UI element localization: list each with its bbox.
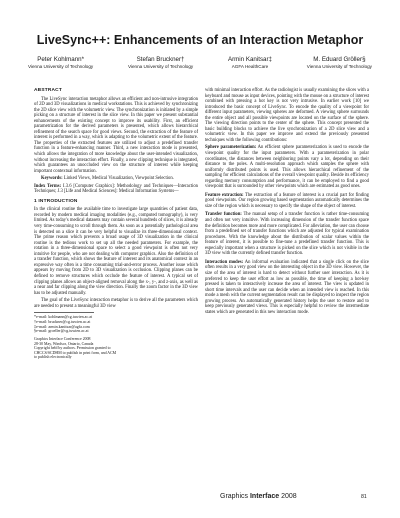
intro-paragraph-2: The goal of the LiveSync interaction metaphor is to derive all the parameters which are needed to present a meaningful 3D view (34, 298, 198, 309)
copyright-notice (34, 337, 198, 360)
contribution-text: The extraction of a feature of interest is a crucial part for finding good viewpoints. Our region growing based segmentation automatically determines the size of the region which is necessary to specify the shape of the object of interest. (205, 192, 370, 209)
author-block (28, 56, 372, 69)
footnote-email-1: *e-mail: kohlmann@cg.tuwien.ac.at (34, 314, 93, 320)
index-terms-label: Index Terms: (34, 183, 62, 189)
copyright-line: Graphics Interface Conference 2008 (34, 337, 91, 342)
copyright-line: to publish electronically (34, 355, 72, 360)
abstract-text: The LiveSync interaction metaphor allows an efficient and non-intrusive integration of 2D and 3D visualizations in medical workstations. This is achieved by synchronizing the 2D slice view with the volumetric view. The synchronization is initiated by a simple picking on a structure of interest in the slice view. In this paper we present substantial enhancements of the existing concept to improve its usability. First, an efficient parametrization for the derived parameters is presented, which allows hierarchical refinement of the search space for good views. Second, the extraction of the feature of interest is performed in a way, which is adapting to the volumetric extent of the feature. The properties of the extracted features are utilized to adjust a predefined transfer function in a feature-enhancing manner. Third, a new interaction mode is presented, which allows the integration of more knowledge about the user-intended visualization, without increasing the interaction effort. Finally, a new clipping technique is integrated, which guarantees an unoccluded view on the structure of interest while keeping important contextual information. (34, 96, 198, 174)
author-affiliation: Vienna University of Technology (127, 64, 194, 69)
right-column (205, 88, 369, 318)
contribution-text: The manual setup of a transfer function is rather time-consuming and often not very intuitive. With increasing dimension of the transfer function space the definition becomes more and more complicated. For alleviation, the user can choose from a predefined set of transfer functions which are adjusted for typical examination procedures. With the knowledge about the distribution of scalar values within the feature of interest, it is possible to fine-tune a predefined transfer function. This is especially important when a structure is picked on the slice which is not visible in the 3D view with the currently defined transfer function. (205, 212, 369, 257)
author-2 (128, 56, 193, 69)
contribution-item (205, 145, 369, 189)
contribution-text: An informal evaluation indicated that a single click on the slice often results in a very good view on the interesting object in the 3D view. However, the size of the area of interest is hard to detect without further user interaction. As it is preferred to keep the user effort as low as possible, the time of keeping a hot-key pressed is taken to interactively increase the area of interest. The view is updated in short time intervals and the user can decide when an intended view is reached. In this mode a mesh with the current segmentation result can be displayed to inspect the region growing process. An automatically generated history helps the user to restore and to keep previously generated views. This is especially helpful to review the intermediate states which are generated in this new interaction mode. (205, 259, 369, 315)
copyright-line: 28-30 May, Windsor, Ontario, Canada (34, 341, 94, 346)
paper-title: LiveSync++: Enhancements of an Interaction Metaphor (36, 33, 364, 47)
keywords-text: Linked Views, Medical Visualization, Viewpoint Selection. (63, 176, 174, 182)
footnote-email-3: ‡e-mail: armin.kanitsar@agfa.com (34, 323, 90, 329)
author-affiliation: AGFA HealthCare (231, 64, 269, 69)
index-terms-text: I.3.6 [Computer Graphics]: Methodology and Techniques—Interaction Techniques; J.3 [Life and Medical Sciences]: Medical Information Systems— (34, 183, 198, 195)
intro-paragraph-1: In the clinical routine the available time to investigate large quantities of patient data, recorded by modern medical imaging modalities (e.g., computed tomography), is very limited. As today's medical datasets may contain several hundreds of slices, it is already very time-consuming to scroll through them. As soon as a potentially pathological area is detected on a slice it can be very helpful to visualize its three-dimensional context. The prime reason which prevents a broad usage of 3D visualization in the clinical routine is the tedious work to set up all the needed parameters. For example, the rotation in a three-dimensional space to select a good viewpoint is often not very intuitive for people, who are not dealing with computer graphics. Also the definition of a transfer function, which shows the feature of interest and its anatomical context in an expressive way often is a time consuming trial-and-error process. Another issue which appears by moving from 2D to 3D visualization is occlusion. Clipping planes can be defined to remove structures which occlude the feature of interest. A typical set of clipping planes allows an object-aligned removal along the x-, y-, and z-axis, as well as a near and far clipping along the view direction. Finally the zoom factor in the 3D view has to be adjusted manually. (34, 207, 198, 296)
contributions-intro: with minimal interaction effort. As the radiologist is usually examining the slices with a keyboard and mouse as input devices, pointing with the mouse on a structure of interest combined with pressing a hot key is not very intrusive. In earlier work [10] we introduced the basic concept of LiveSync. To encode the quality of a viewpoint for different input parameters, viewing spheres are deformed. A viewing sphere surrounds the entire object and all possible viewpoints are located on the surface of the sphere. The viewing direction points to the center of the sphere. This concept presented the basic building blocks to achieve the live synchronization of a 2D slice view and a volumetric view. In this paper we improve and extend the previously presented techniques with the following contributions: (205, 88, 369, 143)
keywords-label: Keywords: (41, 176, 63, 182)
copyright-line: CHCCS/SCDHM to publish in print form, and ACM (34, 350, 117, 355)
author-affiliation: Vienna University of Technology (306, 64, 372, 69)
contribution-text: An efficient sphere parameterization is used to encode the viewpoint quality for the input parameters. With a parameterization in polar coordinates, the distances between neighboring points vary a lot, depending on their distance to the poles. A multi-resolution approach which samples the sphere with uniformly distributed points is used. This allows hierarchical refinement of the sampling for efficient calculations of the overall viewpoint quality. Beside its efficiency regarding memory consumption and performance, it can be employed to find a good viewpoint that is surrounded by other viewpoints which are estimated as good ones. (205, 145, 370, 190)
conference-footer (220, 493, 297, 500)
copyright-line: Copyright held by authors. Permission granted to (34, 346, 111, 351)
footer-brand-b: Interface (249, 493, 280, 500)
contribution-item (205, 193, 369, 210)
contribution-item (205, 212, 369, 256)
contribution-label: Sphere parameterization: (205, 145, 257, 151)
contribution-label: Interaction modes: (205, 259, 244, 265)
author-4 (307, 56, 372, 69)
footer-brand-a: Graphics (220, 493, 250, 500)
contribution-label: Transfer function: (205, 212, 242, 218)
footnote-email-4: §e-mail: groeller@cg.tuwien.ac.at (34, 328, 89, 334)
contribution-item (205, 260, 369, 315)
author-name: Peter Kohlmann* (37, 56, 84, 63)
footer-brand-c: 2008 (279, 493, 297, 500)
contribution-label: Feature extraction: (205, 192, 244, 198)
author-affiliation: Vienna University of Technology (28, 64, 94, 69)
index-terms (34, 184, 198, 195)
introduction-heading: 1 INTRODUCTION (34, 198, 78, 204)
page-number: 81 (361, 494, 367, 500)
left-column (34, 88, 198, 360)
author-1 (28, 56, 93, 69)
keywords (34, 176, 198, 182)
author-3 (228, 56, 272, 69)
author-name: Stefan Bruckner† (136, 56, 185, 63)
author-name: Armin Kanitsar‡ (227, 56, 272, 63)
abstract-heading: ABSTRACT (34, 88, 62, 93)
footnote-email-2: †e-mail: bruckner@cg.tuwien.ac.at (34, 318, 91, 324)
author-name: M. Eduard Gröller§ (313, 56, 366, 63)
footnote-divider (34, 312, 94, 313)
